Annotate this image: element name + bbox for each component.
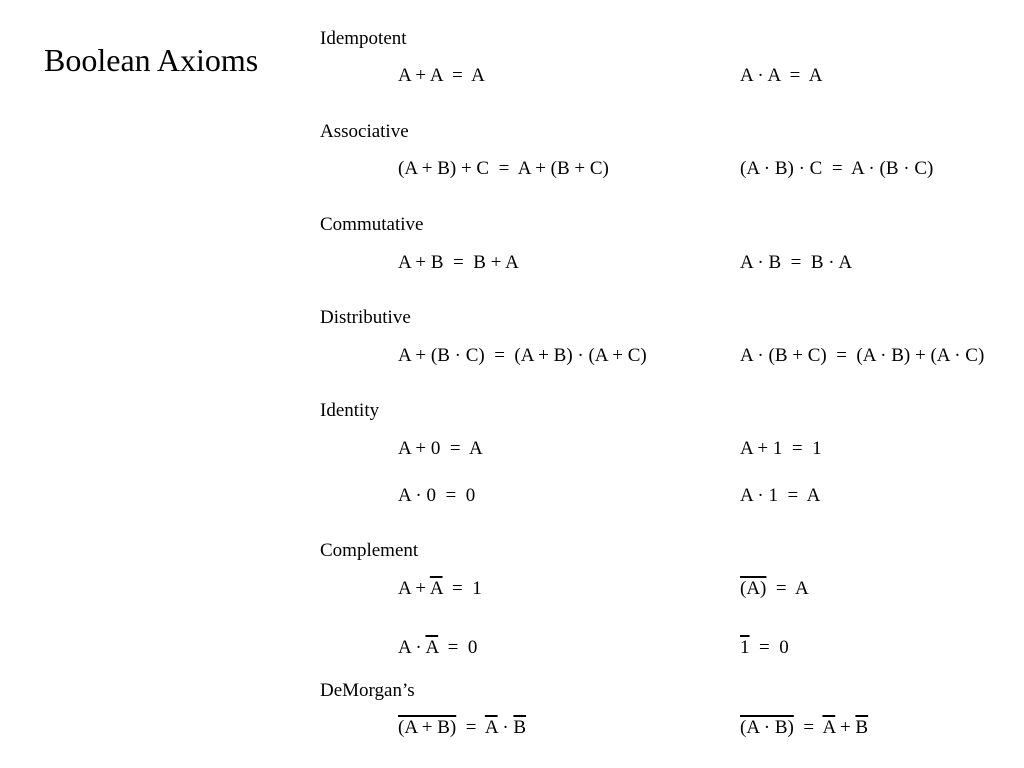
distributive-and-equation: A · (B + C) = (A · B) + (A · C) [740, 345, 985, 366]
idempotent-heading: Idempotent [320, 28, 407, 49]
demorgan-and-equation [740, 717, 868, 739]
associative-or-equation: (A + B) + C = A + (B + C) [398, 158, 609, 179]
complemented-b: $\overline{B}$ [513, 717, 527, 738]
demorgan-or-equation [398, 717, 526, 739]
complement-term: A + [398, 578, 430, 599]
associative-and-equation: (A · B) · C = A · (B · C) [740, 158, 934, 179]
complemented-a: $\overline{A}$ [425, 637, 439, 658]
commutative-or-equation: A + B = B + A [398, 252, 519, 273]
operator: · [497, 717, 514, 738]
operator: + [835, 717, 856, 738]
complement-result: = A [766, 578, 809, 599]
identity-and-one-equation: A · 1 = A [740, 485, 821, 506]
complement-and-equation [398, 637, 477, 659]
complemented-a: $\overline{A}$ [429, 578, 443, 599]
associative-heading: Associative [320, 121, 409, 142]
complemented-b: $\overline{B}$ [855, 717, 869, 738]
complement-of-one-equation [740, 637, 789, 659]
complemented-sum: (A + B) [398, 717, 457, 738]
complement-result: = 0 [749, 637, 789, 658]
commutative-and-equation: A · B = B · A [740, 252, 853, 273]
identity-and-zero-equation: A · 0 = 0 [398, 485, 476, 506]
equals-sign: = [456, 717, 485, 738]
complemented-a: $\overline{A}$ [484, 717, 498, 738]
distributive-or-equation: A + (B · C) = (A + B) · (A + C) [398, 345, 647, 366]
complement-term: A · [398, 637, 426, 658]
equals-sign: = [793, 717, 823, 738]
complement-result: = 0 [438, 637, 478, 658]
identity-heading: Identity [320, 400, 380, 421]
complemented-one: 1 [740, 637, 750, 658]
identity-or-zero-equation: A + 0 = A [398, 438, 483, 459]
complemented-product: (A · B) [740, 717, 794, 738]
slide-title: Boolean Axioms [44, 42, 259, 78]
commutative-heading: Commutative [320, 214, 424, 235]
identity-or-one-equation: A + 1 = 1 [740, 438, 822, 459]
idempotent-or-equation: A + A = A [398, 65, 485, 86]
distributive-heading: Distributive [320, 307, 411, 328]
demorgan-heading: DeMorgan’s [320, 680, 415, 701]
double-complemented-a: (A) [740, 578, 767, 599]
complement-heading: Complement [320, 540, 419, 561]
complemented-a: $\overline{A}$ [822, 717, 836, 738]
idempotent-and-equation: A · A = A [740, 65, 823, 86]
double-complement-equation [740, 578, 809, 600]
complement-result: = 1 [442, 578, 482, 599]
complement-or-equation [398, 578, 482, 600]
